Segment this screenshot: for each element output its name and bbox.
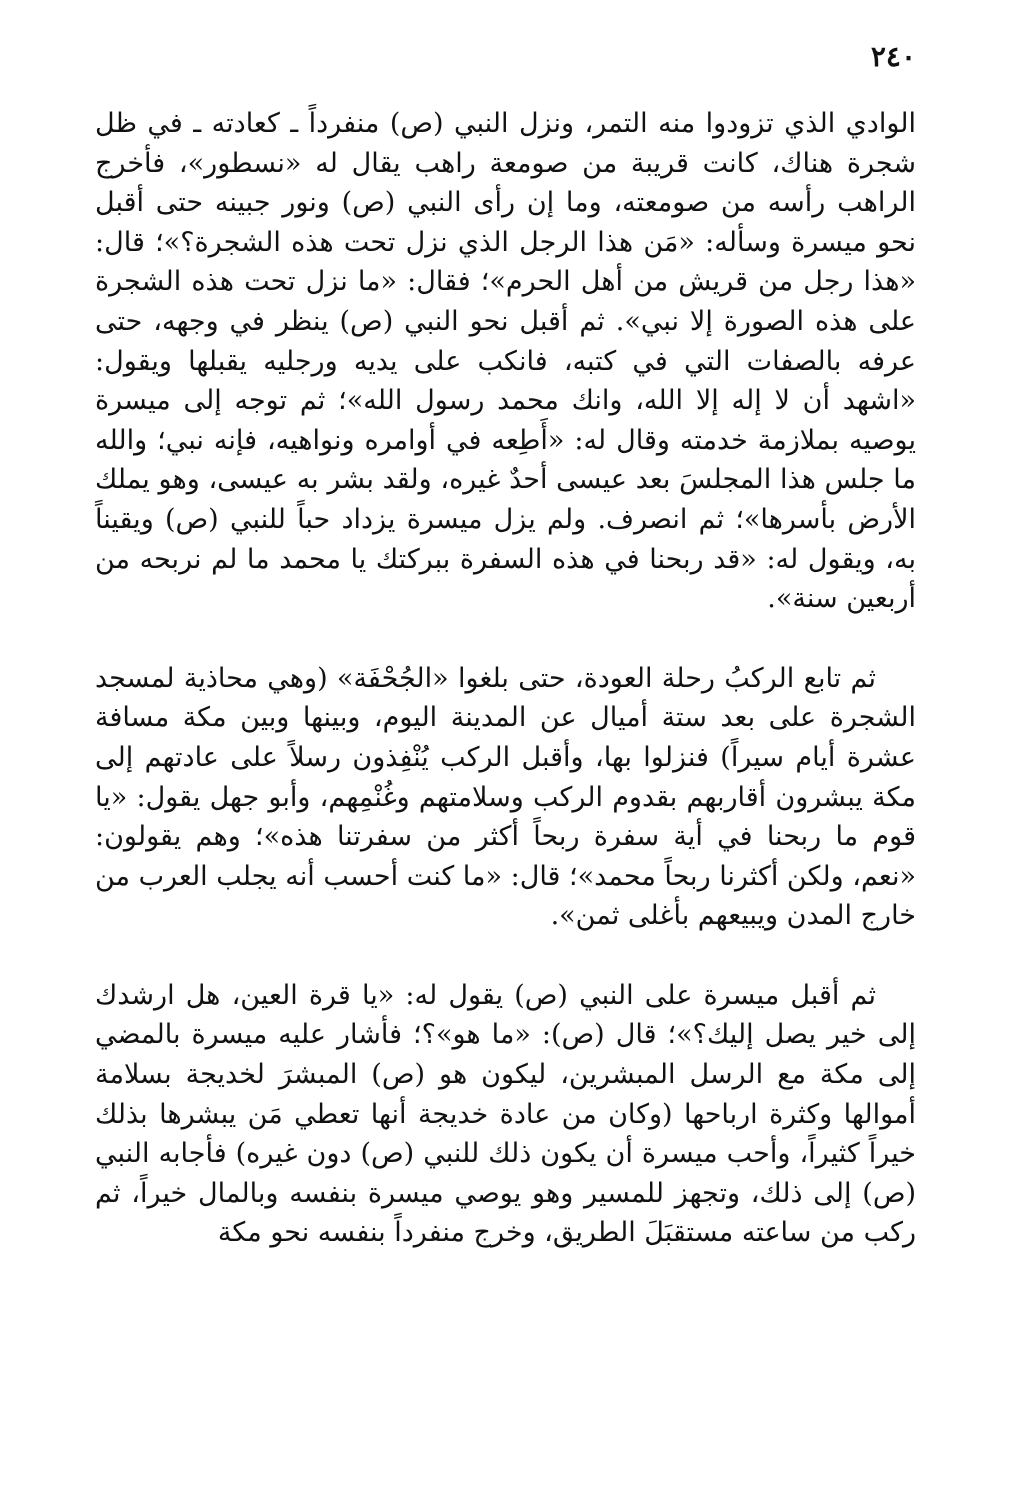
paragraph-3: ثم أقبل ميسرة على النبي (ص) يقول له: «يا قرة العين، هل ارشدك إلى خير يصل إليك؟»؛ قال (ص): «ما هو»؟؛ فأشار عليه ميسرة بالمضي إلى مكة مع الرسل المبشرين، ليكون هو (ص) المبشرَ لخديجة بسلامة أموالها وكثرة ارباحها (وكان من عادة خديجة أنها تعطي مَن يبشرها بذلك خيراً كثيراً، وأحب ميسرة أن يكون ذلك للنبي (ص) دون غيره) فأجابه النبي (ص) إلى ذلك، وتجهز للمسير وهو يوصي ميسرة بنفسه وبالمال خيراً، ثم ركب من ساعته مستقبَلَ الطريق، وخرج منفرداً بنفسه نحو مكة <box>95 979 916 1249</box>
paragraph-2: ثم تابع الركبُ رحلة العودة، حتى بلغوا «الجُحْفَة» (وهي محاذية لمسجد الشجرة على بعد ستة أميال عن المدينة اليوم، وبينها وبين مكة مسافة عشرة أيام سيراً) فنزلوا بها، وأقبل الركب يُنْفِذون رسلاً على عادتهم إلى مكة يبشرون أقاربهم بقدوم الركب وسلامتهم وغُنْمِهم، وأبو جهل يقول: «يا قوم ما ربحنا في أية سفرة ربحاً أكثر من سفرتنا هذه»؛ وهم يقولون: «نعم، ولكن أكثرنا ربحاً محمد»؛ قال: «ما كنت أحسب أنه يجلب العرب من خارج المدن ويبيعهم بأغلى ثمن». <box>95 662 916 932</box>
page-number: ٢٤٠ <box>870 40 916 73</box>
body-text <box>95 104 916 1253</box>
paragraph-1: الوادي الذي تزودوا منه التمر، ونزل النبي (ص) منفرداً ـ كعادته ـ في ظل شجرة هناك، كانت قريبة من صومعة راهب يقال له «نسطور»، فأخرج الراهب رأسه من صومعته، وما إن رأى النبي (ص) ونور جبينه حتى أقبل نحو ميسرة وسأله: «مَن هذا الرجل الذي نزل تحت هذه الشجرة؟»؛ قال: «هذا رجل من قريش من أهل الحرم»؛ فقال: «ما نزل تحت هذه الشجرة على هذه الصورة إلا نبي». ثم أقبل نحو النبي (ص) ينظر في وجهه، حتى عرفه بالصفات التي في كتبه، فانكب على يديه ورجليه يقبلها ويقول: «اشهد أن لا إله إلا الله، وانك محمد رسول الله»؛ ثم توجه إلى ميسرة يوصيه بملازمة خدمته وقال له: «أَطِعه في أوامره ونواهيه، فإنه نبي؛ والله ما جلس هذا المجلسَ بعد عيسى أحدٌ غيره، ولقد بشر به عيسى، وهو يملك الأرض بأسرها»؛ ثم انصرف. ولم يزل ميسرة يزداد حباً للنبي (ص) ويقيناً به، ويقول له: «قد ربحنا في هذه السفرة ببركتك يا محمد ما لم نربحه من أربعين سنة». <box>95 108 916 615</box>
